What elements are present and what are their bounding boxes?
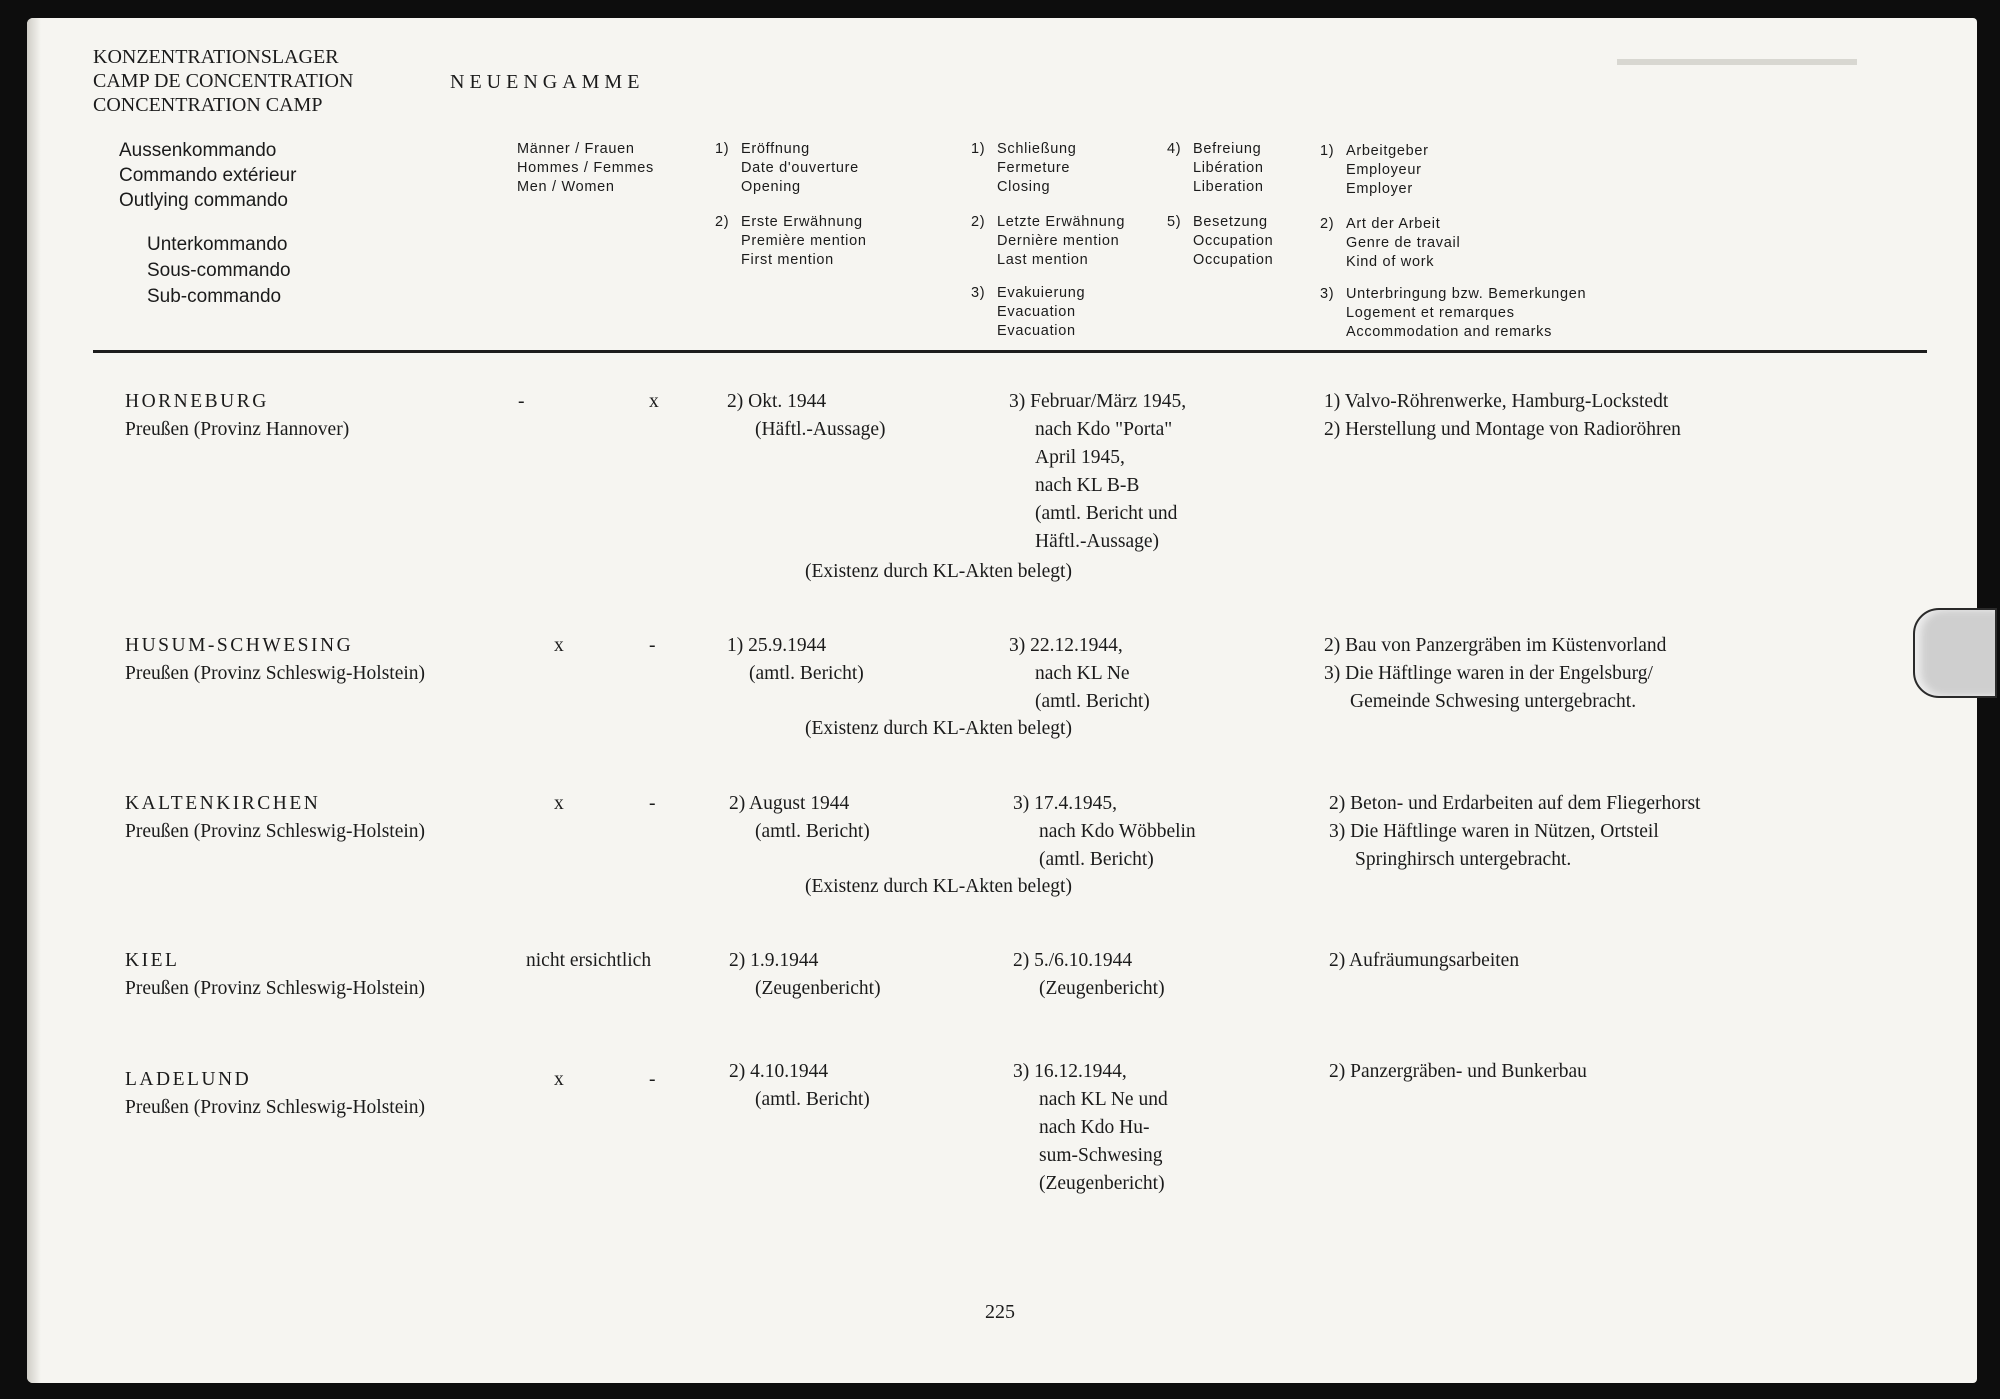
header-last-mention-en: Last mention <box>997 252 1089 268</box>
header-employer <box>1320 142 1429 199</box>
entry-existence-note: (Existenz durch KL-Akten belegt) <box>805 561 1072 582</box>
entry-remarks <box>1329 790 1700 874</box>
entry-closing <box>1013 790 1196 874</box>
header-work <box>1320 215 1460 272</box>
entry-sex-note: nicht ersichtlich <box>526 950 652 971</box>
header-liberation <box>1167 140 1264 197</box>
outlying-label-en: Outlying commando <box>119 190 288 211</box>
entry-men: x <box>554 635 564 656</box>
entry-closing <box>1009 632 1150 716</box>
header-occupation-number: 5) <box>1167 214 1182 230</box>
camp-type-labels <box>93 45 353 117</box>
header-work-en: Kind of work <box>1346 254 1435 270</box>
header-first-mention-number: 2) <box>715 214 730 230</box>
header-evacuation-de: Evakuierung <box>997 285 1086 301</box>
entry-opening <box>729 947 881 1003</box>
sub-label-de: Unterkommando <box>147 234 288 255</box>
opening-line: (Häftl.-Aussage) <box>755 419 886 440</box>
header-sex-en: Men / Women <box>517 179 615 195</box>
header-liberation-number: 4) <box>1167 141 1182 157</box>
entry-name: HUSUM-SCHWESING <box>125 635 354 656</box>
opening-line: (amtl. Bericht) <box>755 821 870 842</box>
header-accommodation-de: Unterbringung bzw. Bemerkungen <box>1346 286 1587 302</box>
entry-province: Preußen (Provinz Schleswig-Holstein) <box>125 1097 426 1118</box>
header-first-mention-fr: Première mention <box>741 233 867 249</box>
entry-ladelund-place <box>125 1066 425 1122</box>
entry-women: - <box>649 635 656 656</box>
entry-closing <box>1013 947 1165 1003</box>
entry-name: KIEL <box>125 950 180 971</box>
sub-label-en: Sub-commando <box>147 286 282 307</box>
header-occupation <box>1167 213 1273 270</box>
header-accommodation-number: 3) <box>1320 286 1335 302</box>
header-closing-en: Closing <box>997 179 1051 195</box>
header-evacuation <box>971 284 1085 341</box>
remark-line: 2) Aufräumungsarbeiten <box>1329 950 1520 971</box>
header-opening-number: 1) <box>715 141 730 157</box>
header-closing-fr: Fermeture <box>997 160 1071 176</box>
closing-line: 2) 5./6.10.1944 <box>1013 950 1133 971</box>
closing-line: nach Kdo Wöbbelin <box>1039 821 1196 842</box>
entry-women: x <box>649 391 659 412</box>
header-liberation-fr: Libération <box>1193 160 1264 176</box>
header-sex-fr: Hommes / Femmes <box>517 160 654 176</box>
header-work-fr: Genre de travail <box>1346 235 1461 251</box>
header-employer-fr: Employeur <box>1346 162 1422 178</box>
closing-line: 3) 16.12.1944, <box>1013 1061 1127 1082</box>
closing-line: 3) 17.4.1945, <box>1013 793 1117 814</box>
remark-line: 2) Herstellung und Montage von Radioröhren <box>1324 419 1681 440</box>
entry-remarks <box>1324 632 1666 716</box>
remark-line: 2) Panzergräben- und Bunkerbau <box>1329 1061 1587 1082</box>
camp-name: NEUENGAMME <box>450 71 645 93</box>
outlying-label-de: Aussenkommando <box>119 140 277 161</box>
header-evacuation-number: 3) <box>971 285 986 301</box>
outlying-commando-labels <box>119 138 296 213</box>
closing-line: (amtl. Bericht) <box>1039 849 1154 870</box>
header-sex-column <box>517 140 654 197</box>
header-evacuation-fr: Evacuation <box>997 304 1076 320</box>
entry-remarks <box>1329 1058 1587 1086</box>
entry-opening <box>727 632 864 688</box>
header-accommodation-en: Accommodation and remarks <box>1346 324 1553 340</box>
entry-women: - <box>649 793 656 814</box>
header-liberation-de: Befreiung <box>1193 141 1262 157</box>
header-work-de: Art der Arbeit <box>1346 216 1441 232</box>
header-divider <box>93 350 1927 353</box>
opening-line: (amtl. Bericht) <box>755 1089 870 1110</box>
closing-line: nach KL B-B <box>1035 475 1140 496</box>
entry-province: Preußen (Provinz Hannover) <box>125 419 350 440</box>
bookmark-clip <box>1913 608 1997 698</box>
header-first-mention <box>715 213 867 270</box>
camp-label-de: KONZENTRATIONSLAGER <box>93 46 339 68</box>
header-last-mention-fr: Dernière mention <box>997 233 1120 249</box>
header-opening-en: Opening <box>741 179 801 195</box>
header-accommodation <box>1320 285 1586 342</box>
closing-line: nach Kdo "Porta" <box>1035 419 1173 440</box>
header-liberation-en: Liberation <box>1193 179 1264 195</box>
entry-opening <box>727 388 886 444</box>
opening-line: 1) 25.9.1944 <box>727 635 827 656</box>
header-opening-de: Eröffnung <box>741 141 810 157</box>
header-last-mention-number: 2) <box>971 214 986 230</box>
header-opening <box>715 140 859 197</box>
entry-kiel-place <box>125 947 425 1003</box>
opening-line: (Zeugenbericht) <box>755 978 881 999</box>
header-accommodation-fr: Logement et remarques <box>1346 305 1515 321</box>
page-gutter-shadow <box>27 18 41 1383</box>
header-occupation-en: Occupation <box>1193 252 1274 268</box>
entry-province: Preußen (Provinz Schleswig-Holstein) <box>125 663 426 684</box>
entry-horneburg-place <box>125 388 349 444</box>
closing-line: (Zeugenbericht) <box>1039 1173 1165 1194</box>
entry-men: - <box>518 391 525 412</box>
closing-line: sum-Schwesing <box>1039 1145 1163 1166</box>
opening-line: (amtl. Bericht) <box>749 663 864 684</box>
remark-line: Springhirsch untergebracht. <box>1355 849 1572 870</box>
closing-line: (amtl. Bericht) <box>1035 691 1150 712</box>
entry-closing <box>1009 388 1186 556</box>
header-employer-number: 1) <box>1320 143 1335 159</box>
header-closing-number: 1) <box>971 141 986 157</box>
entry-opening <box>729 1058 870 1114</box>
closing-line: nach KL Ne und <box>1039 1089 1168 1110</box>
page-number: 225 <box>985 1301 1015 1323</box>
remark-line: 3) Die Häftlinge waren in der Engelsburg/ <box>1324 663 1653 684</box>
entry-name: LADELUND <box>125 1069 252 1090</box>
header-employer-de: Arbeitgeber <box>1346 143 1429 159</box>
header-closing <box>971 140 1077 197</box>
entry-closing <box>1013 1058 1168 1198</box>
remark-line: Gemeinde Schwesing untergebracht. <box>1350 691 1637 712</box>
camp-label-en: CONCENTRATION CAMP <box>93 94 323 116</box>
header-first-mention-en: First mention <box>741 252 834 268</box>
closing-line: April 1945, <box>1035 447 1125 468</box>
remark-line: 2) Beton- und Erdarbeiten auf dem Fliegerhorst <box>1329 793 1701 814</box>
header-work-number: 2) <box>1320 216 1335 232</box>
entry-remarks <box>1324 388 1681 444</box>
document-page <box>27 18 1977 1383</box>
opening-line: 2) 1.9.1944 <box>729 950 819 971</box>
camp-label-fr: CAMP DE CONCENTRATION <box>93 70 354 92</box>
sub-label-fr: Sous-commando <box>147 260 291 281</box>
entry-remarks <box>1329 947 1519 975</box>
remark-line: 1) Valvo-Röhrenwerke, Hamburg-Lockstedt <box>1324 391 1669 412</box>
header-evacuation-en: Evacuation <box>997 323 1076 339</box>
header-occupation-de: Besetzung <box>1193 214 1268 230</box>
bleed-through-decoration: ▬▬▬▬▬▬▬▬▬▬▬▬ <box>1617 48 1857 70</box>
closing-line: 3) 22.12.1944, <box>1009 635 1123 656</box>
entry-kaltenkirchen-place <box>125 790 425 846</box>
closing-line: nach KL Ne <box>1035 663 1130 684</box>
opening-line: 2) Okt. 1944 <box>727 391 827 412</box>
entry-name: HORNEBURG <box>125 391 269 412</box>
header-first-mention-de: Erste Erwähnung <box>741 214 863 230</box>
header-employer-en: Employer <box>1346 181 1413 197</box>
header-sex-de: Männer / Frauen <box>517 141 635 157</box>
opening-line: 2) 4.10.1944 <box>729 1061 829 1082</box>
entry-women: - <box>649 1069 656 1090</box>
entry-opening <box>729 790 870 846</box>
entry-men: x <box>554 793 564 814</box>
remark-line: 2) Bau von Panzergräben im Küstenvorland <box>1324 635 1667 656</box>
header-last-mention <box>971 213 1125 270</box>
remark-line: 3) Die Häftlinge waren in Nützen, Ortsteil <box>1329 821 1659 842</box>
entry-existence-note: (Existenz durch KL-Akten belegt) <box>805 876 1072 897</box>
opening-line: 2) August 1944 <box>729 793 850 814</box>
entry-men: x <box>554 1069 564 1090</box>
header-opening-fr: Date d'ouverture <box>741 160 859 176</box>
header-closing-de: Schließung <box>997 141 1077 157</box>
closing-line: nach Kdo Hu- <box>1039 1117 1150 1138</box>
header-occupation-fr: Occupation <box>1193 233 1274 249</box>
entry-husum-schwesing-place <box>125 632 425 688</box>
sub-commando-labels <box>147 232 291 310</box>
closing-line: 3) Februar/März 1945, <box>1009 391 1187 412</box>
entry-name: KALTENKIRCHEN <box>125 793 321 814</box>
entry-province: Preußen (Provinz Schleswig-Holstein) <box>125 978 426 999</box>
outlying-label-fr: Commando extérieur <box>119 165 297 186</box>
closing-line: (Zeugenbericht) <box>1039 978 1165 999</box>
entry-province: Preußen (Provinz Schleswig-Holstein) <box>125 821 426 842</box>
closing-line: (amtl. Bericht und <box>1035 503 1178 524</box>
header-last-mention-de: Letzte Erwähnung <box>997 214 1126 230</box>
entry-existence-note: (Existenz durch KL-Akten belegt) <box>805 718 1072 739</box>
closing-line: Häftl.-Aussage) <box>1035 531 1159 552</box>
